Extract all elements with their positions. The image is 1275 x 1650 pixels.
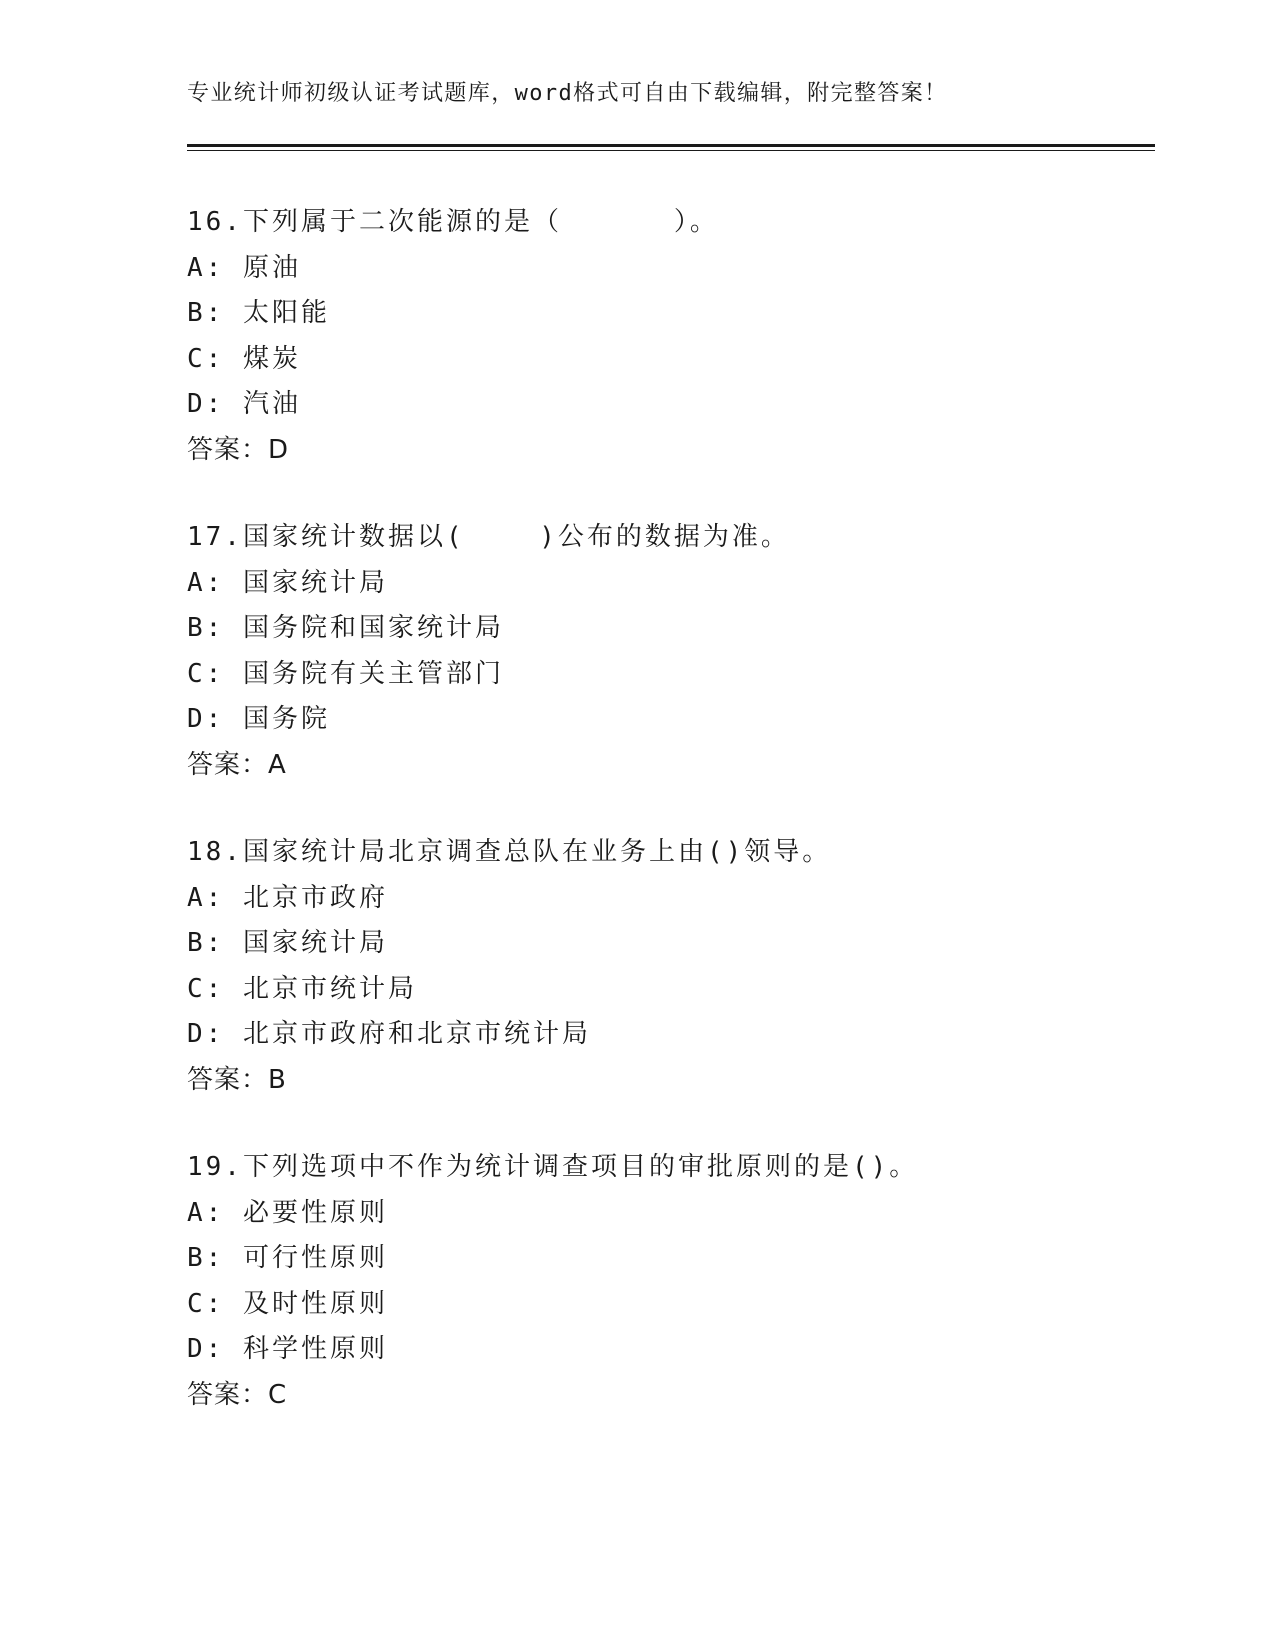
question-stem: 17.国家统计数据以( )公布的数据为准。 — [187, 522, 790, 552]
question-18 — [187, 830, 1155, 1104]
question-16 — [187, 200, 1155, 474]
answer: 答案：D — [187, 434, 290, 465]
option-d: D: 汽油 — [187, 389, 301, 420]
answer: 答案：B — [187, 1064, 287, 1095]
question-17 — [187, 515, 1155, 789]
option-b: B: 太阳能 — [187, 298, 330, 329]
option-a: A: 原油 — [187, 252, 301, 283]
option-b: B: 国家统计局 — [187, 928, 388, 959]
header-rule-thin — [187, 150, 1155, 151]
option-a: A: 必要性原则 — [187, 1197, 388, 1228]
option-b: B: 国务院和国家统计局 — [187, 613, 504, 644]
option-d: D: 北京市政府和北京市统计局 — [187, 1019, 591, 1050]
question-19 — [187, 1145, 1155, 1419]
option-c: C: 煤炭 — [187, 343, 301, 374]
question-stem: 16.下列属于二次能源的是（ ）。 — [187, 207, 719, 237]
option-d: D: 科学性原则 — [187, 1334, 388, 1365]
page-header: 专业统计师初级认证考试题库，word格式可自由下载编辑，附完整答案！ — [187, 81, 948, 106]
option-c: C: 及时性原则 — [187, 1288, 388, 1319]
answer: 答案：A — [187, 749, 287, 780]
option-a: A: 国家统计局 — [187, 567, 388, 598]
answer: 答案：C — [187, 1379, 288, 1410]
header-rule-thick — [187, 144, 1155, 147]
question-stem: 19.下列选项中不作为统计调查项目的审批原则的是()。 — [187, 1152, 919, 1182]
question-stem: 18.国家统计局北京调查总队在业务上由()领导。 — [187, 837, 832, 867]
option-d: D: 国务院 — [187, 704, 330, 735]
option-c: C: 国务院有关主管部门 — [187, 658, 504, 689]
option-b: B: 可行性原则 — [187, 1243, 388, 1274]
option-a: A: 北京市政府 — [187, 882, 388, 913]
option-c: C: 北京市统计局 — [187, 973, 417, 1004]
